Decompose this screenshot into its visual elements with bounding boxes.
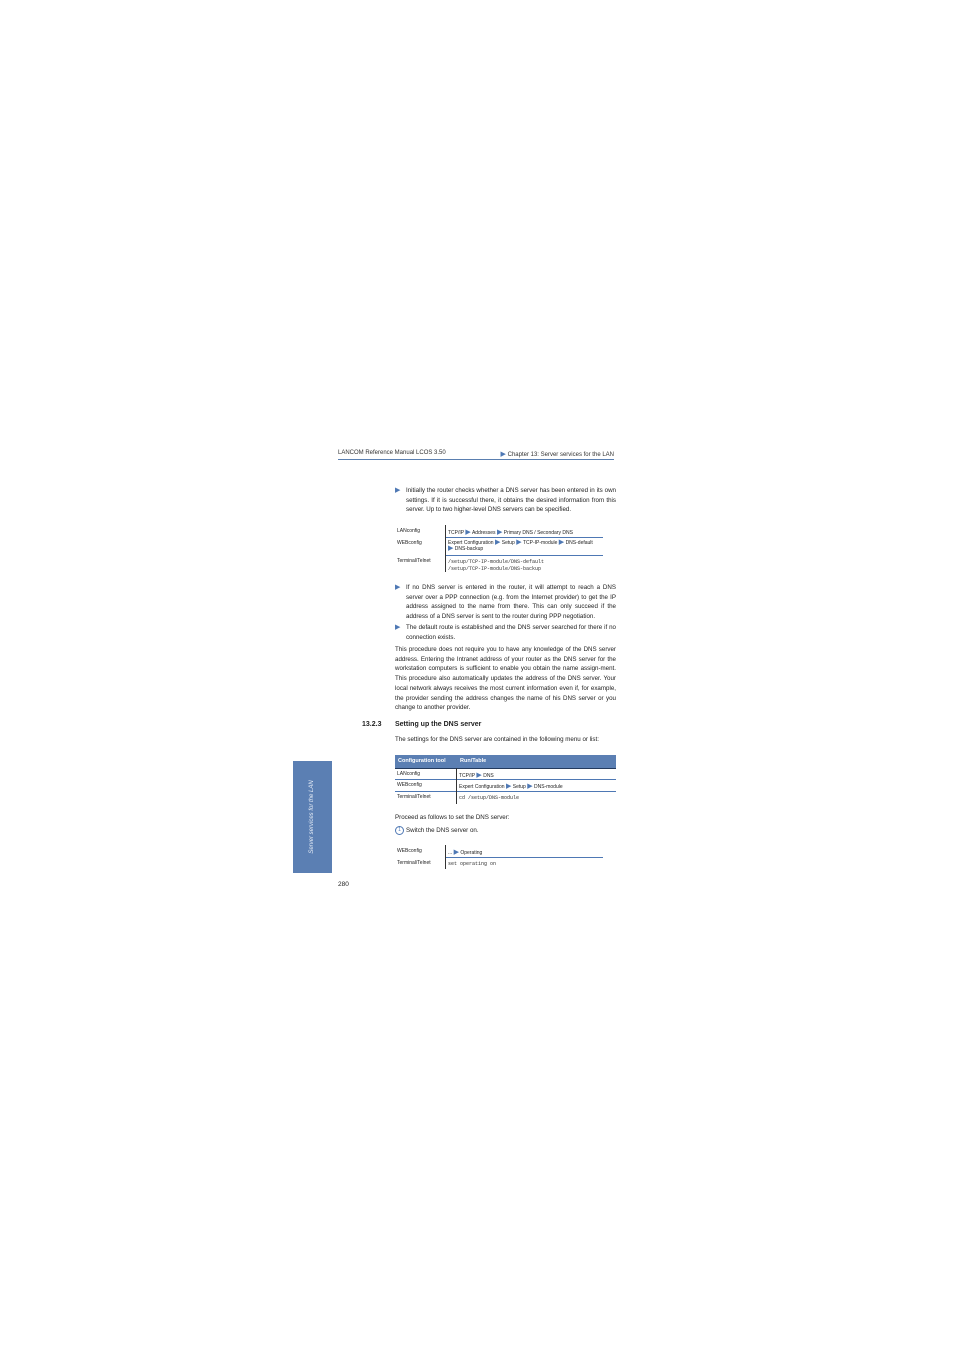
triangle-right-icon: ▶ xyxy=(505,783,512,790)
table-divider xyxy=(445,525,446,572)
triangle-right-icon: ▶ xyxy=(558,539,565,546)
triangle-right-icon: ▶ xyxy=(500,451,506,458)
circled-number-icon: 1 xyxy=(395,826,404,835)
triangle-right-icon: ▶ xyxy=(395,584,401,591)
running-header-left: LANCOM Reference Manual LCOS 3.50 xyxy=(338,450,446,456)
table-cell-path: TCP/IP ▶ DNS xyxy=(459,772,494,779)
table-cell-tool: WEBconfig xyxy=(397,540,422,546)
running-header-right: ▶ Chapter 13: Server services for the LAN xyxy=(500,451,614,458)
table-cell-command: /setup/TCP-IP-module/DNS-default /setup/TCP-IP-module/DNS-backup xyxy=(448,559,545,572)
triangle-right-icon: ▶ xyxy=(453,849,459,856)
table-rule xyxy=(395,791,616,792)
proceed-text: Proceed as follows to set the DNS server: xyxy=(395,814,510,821)
section-title: Setting up the DNS server xyxy=(395,721,482,728)
triangle-right-icon: ▶ xyxy=(527,783,533,790)
step-text: Switch the DNS server on. xyxy=(406,827,479,834)
table-rule xyxy=(445,537,603,538)
table-cell-tool: LANconfig xyxy=(397,528,421,534)
table-header-cell: Configuration tool xyxy=(398,758,446,764)
triangle-right-icon: ▶ xyxy=(494,539,501,546)
table-cell-tool: WEBconfig xyxy=(397,782,422,788)
body-paragraph: This procedure does not require you to have any knowledge of the DNS server address. Entering the Intranet address of your router as the DNS server for the workstation computers is sufficient to enable you obtain the name assign-ment. This procedure also automatically updates the address of the DNS server. Your local network always receives the most current information even if, for example, the provider sending the address changes the name of his DNS server or you change to another provider. xyxy=(395,646,616,712)
triangle-right-icon: ▶ xyxy=(476,772,482,779)
table-cell-command: set operating on xyxy=(448,861,497,867)
table-cell-path: Expert Configuration ▶ Setup ▶ DNS-module xyxy=(459,783,563,790)
table-header xyxy=(395,755,616,768)
section-intro: The settings for the DNS server are contained in the following menu or list: xyxy=(395,736,599,743)
table-cell-path: TCP/IP ▶ Addresses ▶ Primary DNS / Secondary DNS xyxy=(448,529,573,536)
header-rule xyxy=(338,459,614,460)
table-cell-tool: Terminal/Telnet xyxy=(397,794,431,800)
table-cell-path: Expert Configuration ▶ Setup ▶ TCP-IP-module ▶ DNS-default ▶ DNS-backup xyxy=(448,539,593,552)
side-tab-label: Server services for the LAN xyxy=(309,780,315,854)
section-number: 13.2.3 xyxy=(362,721,382,728)
bullet-paragraph: Initially the router checks whether a DNS server has been entered in its own settings. If it is successful there, it obtains the desired information from this server. Up to two higher-level DNS servers can be specified. xyxy=(406,487,616,514)
chapter-side-tab xyxy=(293,761,332,873)
table-cell-tool: WEBconfig xyxy=(397,848,422,854)
table-header-cell: Run/Table xyxy=(460,758,487,764)
table-divider xyxy=(456,768,457,804)
table-rule xyxy=(445,857,603,858)
table-divider xyxy=(445,845,446,869)
triangle-right-icon: ▶ xyxy=(496,529,503,536)
bullet-paragraph: The default route is established and the DNS server searched for there if no connection exists. xyxy=(406,624,616,641)
triangle-right-icon: ▶ xyxy=(465,529,471,536)
table-cell-command: cd /setup/DNS-module xyxy=(459,795,520,801)
table-rule xyxy=(395,779,616,780)
table-cell-tool: Terminal/Telnet xyxy=(397,558,431,564)
table-rule xyxy=(395,768,616,769)
table-cell-path: ... ▶ Operating xyxy=(448,849,483,856)
triangle-right-icon: ▶ xyxy=(395,624,401,631)
triangle-right-icon: ▶ xyxy=(395,487,401,494)
table-rule xyxy=(445,555,603,556)
bullet-paragraph: If no DNS server is entered in the router, it will attempt to reach a DNS server over a PPP connection (e.g. from the Internet provider) to get the IP address assigned to the name from there. This can only succeed if the address of a DNS server is sent to the router during PPP negotiation. xyxy=(406,584,616,621)
page-number: 280 xyxy=(338,881,349,888)
table-cell-tool: LANconfig xyxy=(397,771,421,777)
triangle-right-icon: ▶ xyxy=(516,539,522,546)
table-cell-tool: Terminal/Telnet xyxy=(397,860,431,866)
triangle-right-icon: ▶ xyxy=(448,545,454,552)
